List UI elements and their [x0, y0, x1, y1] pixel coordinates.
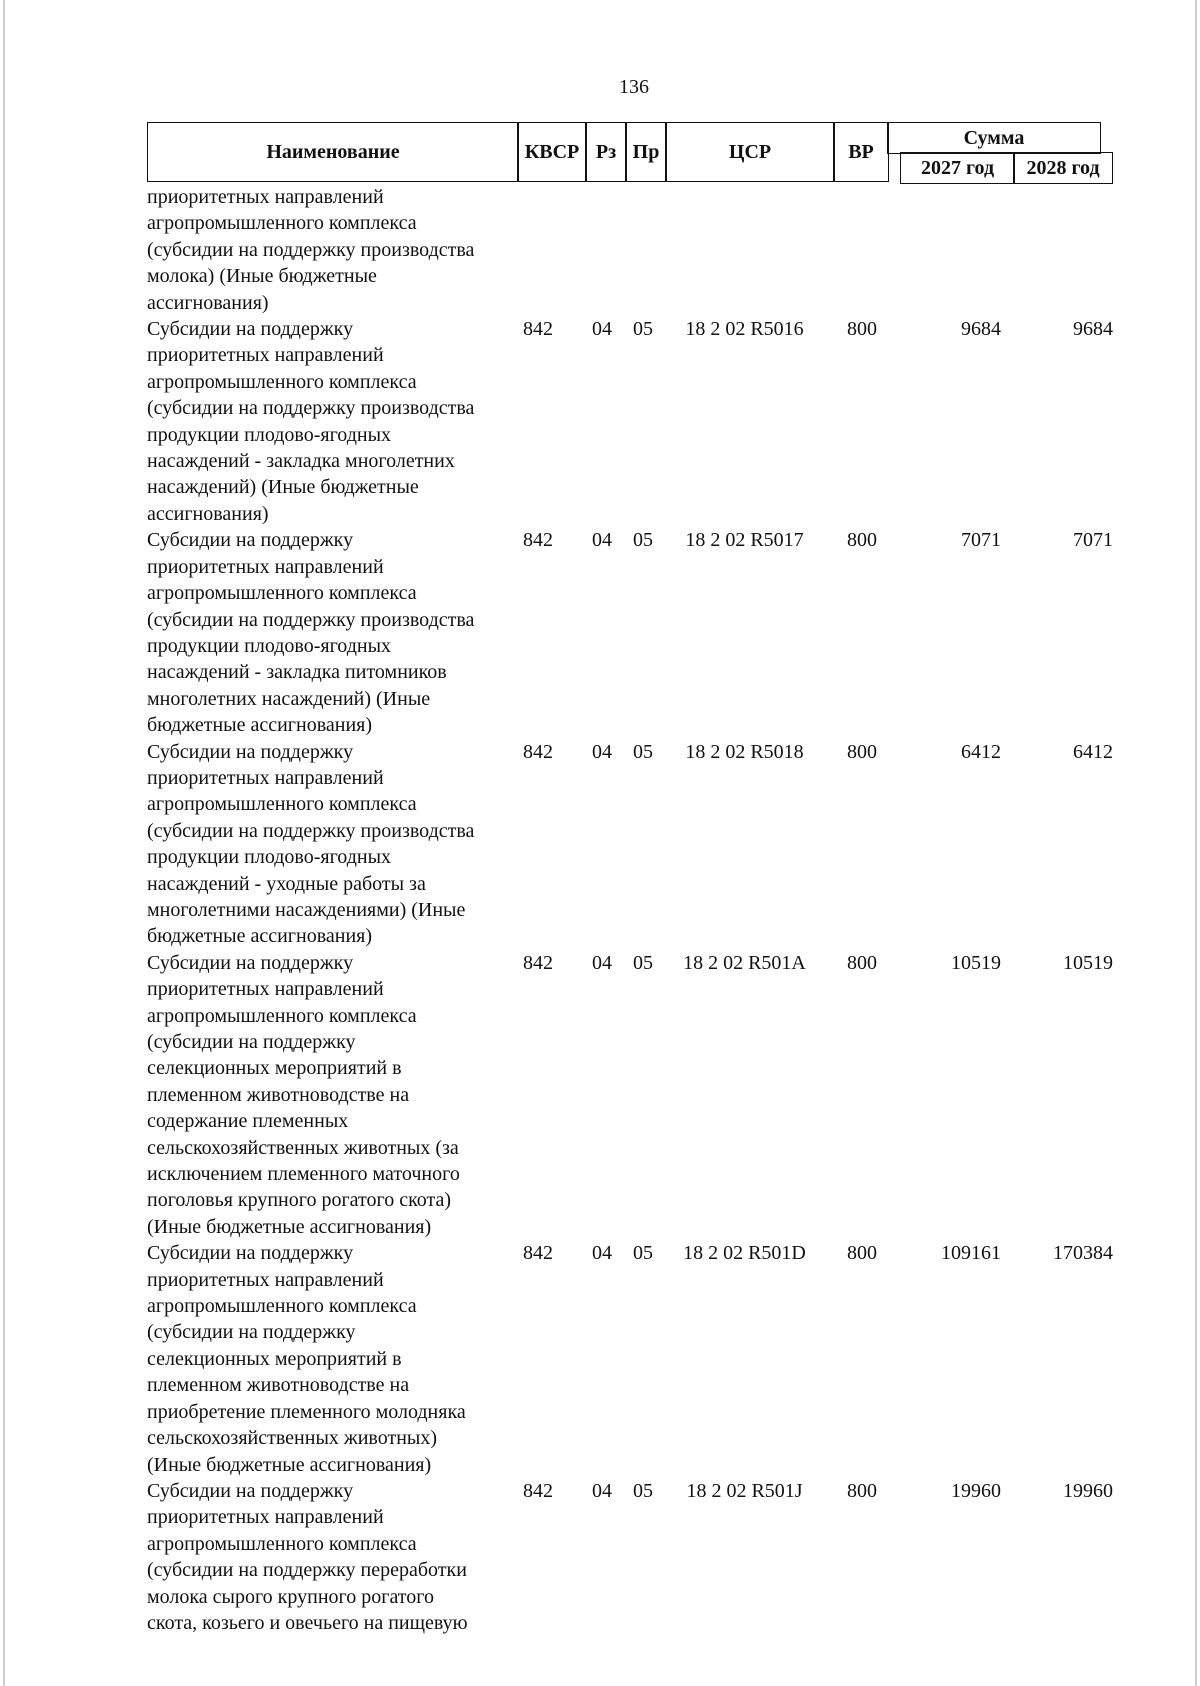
row-vr: 800	[847, 318, 877, 341]
header-sum: Сумма	[887, 122, 1101, 154]
row-pr: 05	[633, 318, 653, 341]
row-sum-2028: 19960	[1063, 1479, 1113, 1502]
header-kvsr: КВСР	[517, 122, 587, 182]
row-pr: 05	[633, 1242, 653, 1265]
row-kvsr: 842	[523, 318, 553, 341]
row-csr: 18 2 02 R5016	[685, 318, 804, 341]
row-vr: 800	[847, 529, 877, 552]
row-sum-2027: 9684	[961, 318, 1001, 341]
row-sum-2027: 19960	[951, 1479, 1001, 1502]
header-name: Наименование	[147, 122, 519, 182]
row-name: Субсидии на поддержку приоритетных направлений агропромышленного комплекса (субсидии на поддержку производства продукции плодово-ягодных насаждений - закладка многолетних насаждений) (Иные бюджетные ассигнования)	[147, 318, 475, 525]
row-sum-2027: 10519	[951, 951, 1001, 974]
row-sum-2028: 6412	[1073, 740, 1113, 763]
table-body	[147, 184, 1113, 1636]
row-sum-2027: 6412	[961, 740, 1001, 763]
table-row	[147, 527, 1113, 738]
row-vr: 800	[847, 1479, 877, 1502]
row-kvsr: 842	[523, 529, 553, 552]
row-csr: 18 2 02 R5017	[685, 529, 804, 552]
row-csr: 18 2 02 R501A	[683, 951, 806, 974]
row-rz: 04	[592, 529, 612, 552]
header-rz: Рз	[585, 122, 627, 182]
header-vr: ВР	[833, 122, 889, 182]
row-kvsr: 842	[523, 740, 553, 763]
row-csr: 18 2 02 R501J	[686, 1479, 803, 1502]
header-year-2028: 2028 год	[1013, 152, 1113, 184]
row-name: Субсидии на поддержку приоритетных направлений агропромышленного комплекса (субсидии на поддержку селекционных мероприятий в племенном животноводстве на приобретение племенного молодняка сельскохозяйственных животных) (Иные бюджетные ассигнования)	[147, 1242, 466, 1476]
row-sum-2027: 109161	[941, 1242, 1001, 1265]
row-name: приоритетных направлений агропромышленного комплекса (субсидии на поддержку производства молока) (Иные бюджетные ассигнования)	[147, 186, 475, 314]
row-sum-2028: 9684	[1073, 318, 1113, 341]
page-number: 136	[619, 76, 649, 98]
table-row	[147, 184, 1113, 316]
row-csr: 18 2 02 R501D	[683, 1242, 806, 1265]
row-vr: 800	[847, 1242, 877, 1265]
table-row	[147, 1478, 1113, 1636]
row-pr: 05	[633, 740, 653, 763]
row-sum-2028: 7071	[1073, 529, 1113, 552]
header-pr: Пр	[625, 122, 667, 182]
table-header	[147, 122, 1113, 184]
row-pr: 05	[633, 951, 653, 974]
row-name: Субсидии на поддержку приоритетных направлений агропромышленного комплекса (субсидии на поддержку производства продукции плодово-ягодных насаждений - закладка питомников многолетних насаждений) (Иные бюджетные ассигнования)	[147, 529, 475, 737]
row-csr: 18 2 02 R5018	[685, 740, 804, 763]
table-row	[147, 950, 1113, 1240]
row-rz: 04	[592, 740, 612, 763]
row-pr: 05	[633, 529, 653, 552]
row-sum-2027: 7071	[961, 529, 1001, 552]
row-sum-2028: 10519	[1063, 951, 1113, 974]
row-vr: 800	[847, 740, 877, 763]
row-name: Субсидии на поддержку приоритетных направлений агропромышленного комплекса (субсидии на поддержку переработки молока сырого крупного рогатого скота, козьего и овечьего на пищевую	[147, 1479, 468, 1634]
row-pr: 05	[633, 1479, 653, 1502]
row-name: Субсидии на поддержку приоритетных направлений агропромышленного комплекса (субсидии на поддержку селекционных мероприятий в племенном животноводстве на содержание племенных сельскохозяйственных животных (за исключением племенного маточного поголовья крупного рогатого скота) (Иные бюджетные ассигнования)	[147, 951, 460, 1238]
row-rz: 04	[592, 318, 612, 341]
row-kvsr: 842	[523, 951, 553, 974]
row-rz: 04	[592, 1479, 612, 1502]
row-rz: 04	[592, 1242, 612, 1265]
row-vr: 800	[847, 951, 877, 974]
header-year-2027: 2027 год	[900, 152, 1015, 184]
scan-edge-right	[1195, 0, 1197, 1686]
row-kvsr: 842	[523, 1242, 553, 1265]
table-row	[147, 739, 1113, 950]
row-sum-2028: 170384	[1053, 1242, 1113, 1265]
table-row	[147, 1240, 1113, 1478]
row-kvsr: 842	[523, 1479, 553, 1502]
row-name: Субсидии на поддержку приоритетных направлений агропромышленного комплекса (субсидии на поддержку производства продукции плодово-ягодных насаждений - уходные работы за многолетними насаждениями) (Иные бюджетные ассигнования)	[147, 740, 475, 948]
row-rz: 04	[592, 951, 612, 974]
table-row	[147, 316, 1113, 527]
header-csr: ЦСР	[665, 122, 835, 182]
scan-edge-left	[3, 0, 5, 1686]
